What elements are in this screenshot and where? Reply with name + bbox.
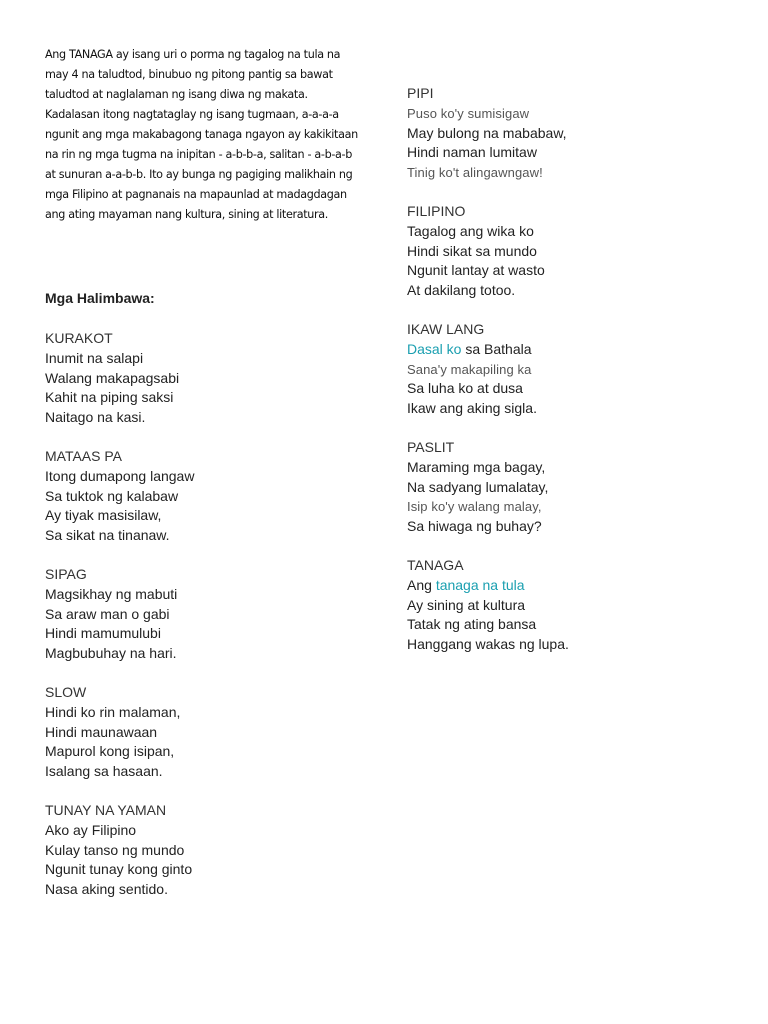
poem-line: Sa araw man o gabi <box>45 605 170 622</box>
poem-line: Ako ay Filipino <box>45 821 137 838</box>
intro-paragraph: Ang TANAGA ay isang uri o porma ng tagalog na tula na may 4 na taludtod, binubuo ng pitong pantig sa bawat taludtod at naglalaman ng isang diwa ng makata. Kadalasan itong nagtataglay ng isang tugmaan, a-a-a-a ngunit ang mga makabagong tanaga ngayon ay kakikitaan na rin ng mga tugma na inipitan - a-b-b-a, salitan - a-b-a-b at sunuran a-a-b-b. Ito ay bunga ng pagiging malikhain ng mga Filipino at pagnanais na mapaunlad at madagdagan ang ating mayaman nang kultura, sining at literatura. <box>45 48 358 221</box>
poem-title: PASLIT <box>407 438 455 455</box>
poem-title: TUNAY NA YAMAN <box>45 801 167 818</box>
poem-line <box>407 576 737 596</box>
poem-line: Na sadyang lumalatay, <box>407 478 549 495</box>
poem-line: Sa hiwaga ng buhay? <box>407 518 542 535</box>
poem-line: Isalang sa hasaan. <box>45 763 163 780</box>
poem-line: May bulong na mababaw, <box>407 124 567 141</box>
poem-line: Naitago na kasi. <box>45 409 146 426</box>
poem-line: Ay sining at kultura <box>407 596 526 613</box>
poem-line: Maraming mga bagay, <box>407 458 546 475</box>
examples-heading: Mga Halimbawa: <box>45 290 155 306</box>
poem-line: Itong dumapong langaw <box>45 467 195 484</box>
poem-line: Tagalog ang wika ko <box>407 222 534 239</box>
poem-line: Nasa aking sentido. <box>45 881 168 898</box>
poem-line-start: Ang <box>407 576 436 593</box>
poem-line: Sa sikat na tinanaw. <box>45 527 170 544</box>
poem-line: Puso ko'y sumisigaw <box>407 105 530 121</box>
poem-mataas-pa <box>45 447 375 546</box>
poem-line: Ay tiyak masisilaw, <box>45 507 162 524</box>
poem-line: Walang makapagsabi <box>45 369 180 386</box>
poem-line: Magsikhay ng mabuti <box>45 585 178 602</box>
poem-line: Hindi maunawaan <box>45 723 158 740</box>
poem-sipag <box>45 565 375 664</box>
poem-line: Hindi ko rin malaman, <box>45 703 181 720</box>
poem-line: Hindi naman lumitaw <box>407 144 537 161</box>
poem-line: Ngunit lantay at wasto <box>407 262 545 279</box>
poem-line: Mapurol kong isipan, <box>45 743 175 760</box>
poem-line: Magbubuhay na hari. <box>45 645 177 662</box>
poem-title: TANAGA <box>407 556 464 573</box>
poem-pipi <box>407 84 737 183</box>
poem-title: SIPAG <box>45 565 87 582</box>
poem-line: Hindi mamumulubi <box>45 625 161 642</box>
poem-line: Hindi sikat sa mundo <box>407 242 537 259</box>
poem-line <box>407 340 737 360</box>
right-column <box>407 84 737 674</box>
poem-paslit <box>407 438 737 537</box>
poem-title: MATAAS PA <box>45 447 123 464</box>
poem-title: KURAKOT <box>45 330 113 346</box>
poem-tunay-na-yaman <box>45 801 375 900</box>
poem-line: Ngunit tunay kong ginto <box>45 861 193 878</box>
dasal-ko-link[interactable]: Dasal ko <box>407 340 462 357</box>
poem-title: IKAW LANG <box>407 320 485 337</box>
poem-line: Hanggang wakas ng lupa. <box>407 636 569 653</box>
poem-line: Ikaw ang aking sigla. <box>407 400 537 417</box>
poem-ikaw-lang <box>407 320 737 419</box>
poem-title: PIPI <box>407 85 434 101</box>
poem-line: Isip ko'y walang malay, <box>407 499 542 515</box>
poem-line-rest: sa Bathala <box>461 340 532 357</box>
poem-line: Sana'y makapiling ka <box>407 361 532 377</box>
poem-filipino <box>407 202 737 301</box>
poem-title: FILIPINO <box>407 202 466 219</box>
poem-line: Sa tuktok ng kalabaw <box>45 487 179 504</box>
poem-line: Sa luha ko at dusa <box>407 380 523 397</box>
poem-kurakot <box>45 329 375 428</box>
poem-slow <box>45 683 375 782</box>
poem-title: SLOW <box>45 683 87 700</box>
tanaga-na-tula-link[interactable]: tanaga na tula <box>435 576 525 593</box>
poem-line: Tinig ko't alingawngaw! <box>407 165 543 181</box>
poem-line: Inumit na salapi <box>45 349 144 366</box>
poem-line: Tatak ng ating bansa <box>407 616 537 633</box>
poem-tanaga <box>407 556 737 655</box>
left-column <box>45 329 375 919</box>
poem-line: Kahit na piping saksi <box>45 389 174 406</box>
poem-line: Kulay tanso ng mundo <box>45 841 185 858</box>
poem-line: At dakilang totoo. <box>407 282 516 299</box>
